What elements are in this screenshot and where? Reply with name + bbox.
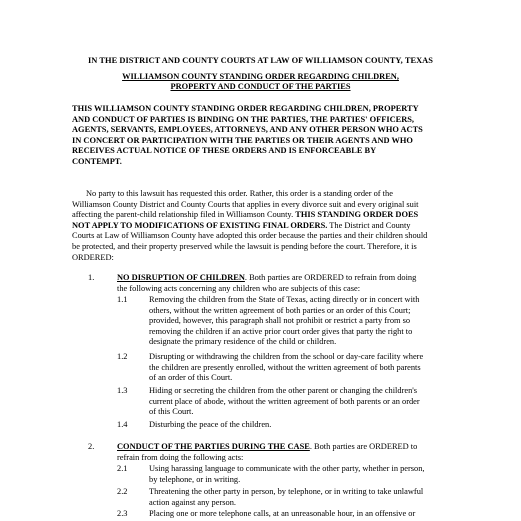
item-number: 1.3	[117, 386, 128, 395]
binding-line: IN CONCERT OR PARTICIPATION WITH THE PARTIES OR THEIR AGENTS AND WHO	[72, 135, 413, 145]
section-1-line	[117, 273, 472, 284]
binding-line: AGENTS, SERVANTS, EMPLOYEES, ATTORNEYS, AND ANY OTHER PERSON WHO ACTS	[72, 125, 423, 135]
section-2-number: 2.	[88, 442, 95, 451]
item-2-2-text	[149, 487, 423, 508]
binding-line: THIS WILLIAMSON COUNTY STANDING ORDER REGARDING CHILDREN, PROPERTY	[72, 104, 419, 113]
intro-line: Courts at Law of Williamson County have adopted this order because the parties and their children should	[72, 231, 428, 241]
item-line: designate the primary residence of the child or children.	[149, 337, 337, 347]
item-1-3-text	[149, 386, 420, 418]
section-1-heading: NO DISRUPTION OF CHILDREN	[117, 273, 245, 282]
item-line: others, without the written agreement of both parties or an order of this Court;	[149, 305, 411, 315]
intro-line: be protected, and their property preserved while the lawsuit is pending before the court. Therefore, it is	[72, 241, 417, 251]
order-title-line-1: WILLIAMSON COUNTY STANDING ORDER REGARDING CHILDREN,	[122, 72, 399, 81]
item-line: Disrupting or withdrawing the children from the school or day-care facility where	[149, 352, 424, 361]
section-2-text: . Both parties are ORDERED to	[309, 442, 418, 451]
intro-line: Williamson County District and County Courts that applies in every divorce suit and every original suit	[72, 199, 419, 209]
intro-line	[72, 210, 458, 221]
intro-text: The District and County	[327, 220, 411, 230]
binding-line: RECEIVES ACTUAL NOTICE OF THESE ORDERS AND IS ENFORCEABLE BY	[72, 146, 377, 156]
section-1-text: . Both parties are ORDERED to refrain from doing	[244, 273, 417, 282]
intro-line	[72, 221, 458, 232]
intro-text: affecting the parent-child relationship filed in Williamson County.	[72, 210, 296, 220]
section-1-intro	[117, 273, 472, 294]
intro-line: ORDERED:	[72, 252, 114, 262]
item-line: Using harassing language to communicate with the other party, whether in person,	[149, 464, 425, 473]
intro-paragraph	[72, 189, 458, 263]
intro-bold-text: NOT APPLY TO MODIFICATIONS OF EXISTING FINAL ORDERS.	[72, 220, 328, 230]
section-2-line	[117, 442, 472, 453]
order-title-line-2: PROPERTY AND CONDUCT OF THE PARTIES	[170, 82, 351, 91]
item-line: removing the children if an active prior court order gives that party the right to	[149, 326, 413, 336]
item-line: by telephone, or in writing.	[149, 474, 241, 484]
intro-bold-text: THIS STANDING ORDER DOES	[295, 210, 419, 220]
binding-notice	[72, 104, 454, 168]
item-line: provided, however, this paragraph shall not prohibit or restrict a party from so	[149, 316, 411, 326]
item-1-1-text	[149, 295, 419, 348]
binding-line: CONTEMPT.	[72, 156, 122, 166]
section-2-heading: CONDUCT OF THE PARTIES DURING THE CASE	[117, 442, 310, 451]
item-1-4-text	[149, 420, 271, 431]
item-number: 1.4	[117, 420, 128, 429]
item-line: Disturbing the peace of the children.	[149, 420, 272, 429]
item-line: the children are presently enrolled, without the written agreement of both parents	[149, 362, 421, 372]
section-2-intro	[117, 442, 472, 463]
item-number: 1.1	[117, 295, 128, 304]
item-line: current place of abode, without the written agreement of both parents or an order	[149, 396, 420, 406]
binding-line: AND CONDUCT OF PARTIES IS BINDING ON THE PARTIES, THE PARTIES' OFFICERS,	[72, 114, 415, 124]
item-line: Placing one or more telephone calls, at an unreasonable hour, in an offensive or	[149, 509, 416, 518]
item-number: 2.1	[117, 464, 128, 473]
order-title	[0, 72, 521, 92]
item-number: 2.2	[117, 487, 128, 496]
item-number: 2.3	[117, 509, 128, 518]
item-line: of an order of this Court.	[149, 373, 233, 383]
section-1-number: 1.	[88, 273, 95, 282]
section-2-line: refrain from doing the following acts:	[117, 452, 244, 462]
intro-line: No party to this lawsuit has requested this order. Rather, this order is a standing order of the	[86, 189, 393, 198]
item-line: Removing the children from the State of Texas, acting directly or in concert with	[149, 295, 420, 304]
item-line: action against any person.	[149, 497, 236, 507]
item-line: Threatening the other party in person, by telephone, or in writing to take unlawful	[149, 487, 424, 496]
item-2-1-text	[149, 464, 425, 485]
item-2-3-text	[149, 509, 415, 520]
court-heading: IN THE DISTRICT AND COUNTY COURTS AT LAW OF WILLIAMSON COUNTY, TEXAS	[87, 56, 433, 65]
item-1-2-text	[149, 352, 423, 384]
section-1-line: the following acts concerning any children who are subjects of this case:	[117, 283, 361, 293]
item-line: of this Court.	[149, 407, 194, 417]
item-number: 1.2	[117, 352, 128, 361]
item-line: Hiding or secreting the children from the other parent or changing the children's	[149, 386, 418, 395]
